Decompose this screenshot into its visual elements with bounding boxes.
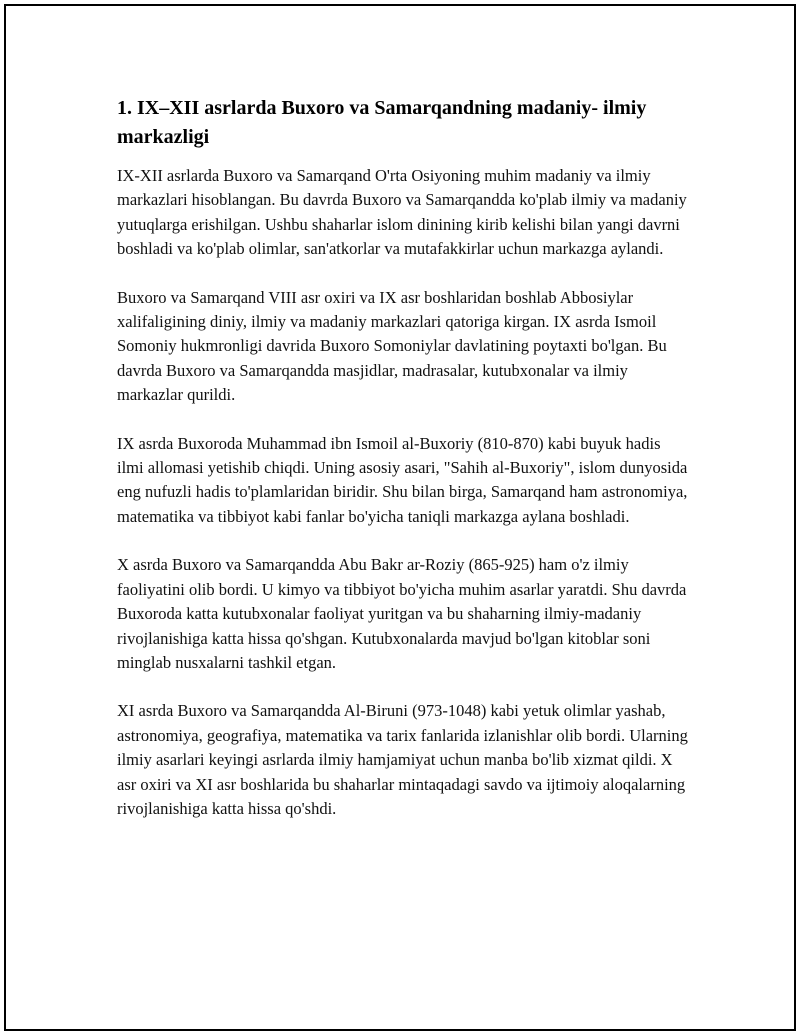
paragraph-5: XI asrda Buxoro va Samarqandda Al-Biruni (973-1048) kabi yetuk olimlar yashab, astronomiya, geografiya, matematika va tarix fanlarida izlanishlar olib bordi. Ularning ilmiy asarlari keyingi asrlarda ilmiy hamjamiyat uchun manba bo'lib xizmat qildi. X asr oxiri va XI asr boshlarida bu shaharlar mintaqadagi savdo va ijtimoiy aloqalarning rivojlanishiga katta hissa qo'shdi. — [117, 701, 688, 818]
paragraph-4: X asrda Buxoro va Samarqandda Abu Bakr ar-Roziy (865-925) ham o'z ilmiy faoliyatini olib bordi. U kimyo va tibbiyot bo'yicha muhim asarlar yaratdi. Shu davrda Buxoroda katta kutubxonalar faoliyat yuritgan va bu shaharning ilmiy-madaniy rivojlanishiga katta hissa qo'shgan. Kutubxonalarda mavjud bo'lgan kitoblar soni minglab nusxalarni tashkil etgan. — [117, 555, 687, 672]
paragraph-2: Buxoro va Samarqand VIII asr oxiri va IX asr boshlaridan boshlab Abbosiylar xalifaligining diniy, ilmiy va madaniy markazlari qatoriga kirgan. IX asrda Ismoil Somoniy hukmronligi davrida Buxoro Somoniylar davlatining poytaxti bo'lgan. Bu davrda Buxoro va Samarqandda masjidlar, madrasalar, kutubxonalar va ilmiy markazlar qurildi. — [117, 287, 667, 405]
document-body — [117, 94, 689, 845]
paragraph-1: IX-XII asrlarda Buxoro va Samarqand O'rta Osiyoning muhim madaniy va ilmiy markazlari hisoblangan. Bu davrda Buxoro va Samarqandda ko'plab ilmiy va madaniy yutuqlarga erishilgan. Ushbu shaharlar islom dinining kirib kelishi bilan yangi davrni boshladi va ko'plab olimlar, san'atkorlar va mutafakkirlar uchun markazga aylandi. — [117, 166, 687, 259]
paragraph-3: IX asrda Buxoroda Muhammad ibn Ismoil al-Buxoriy (810-870) kabi buyuk hadis ilmi allomasi yetishib chiqdi. Uning asosiy asari, "Sahih al-Buxoriy", islom dunyosida eng nufuzli hadis to'plamlaridan biridir. Shu bilan birga, Samarqand ham astronomiya, matematika va tibbiyot kabi fanlar bo'yicha taniqli markazga aylana boshladi. — [117, 433, 688, 526]
section-heading: 1. IX–XII asrlarda Buxoro va Samarqandning madaniy- ilmiy markazligi — [117, 97, 647, 148]
